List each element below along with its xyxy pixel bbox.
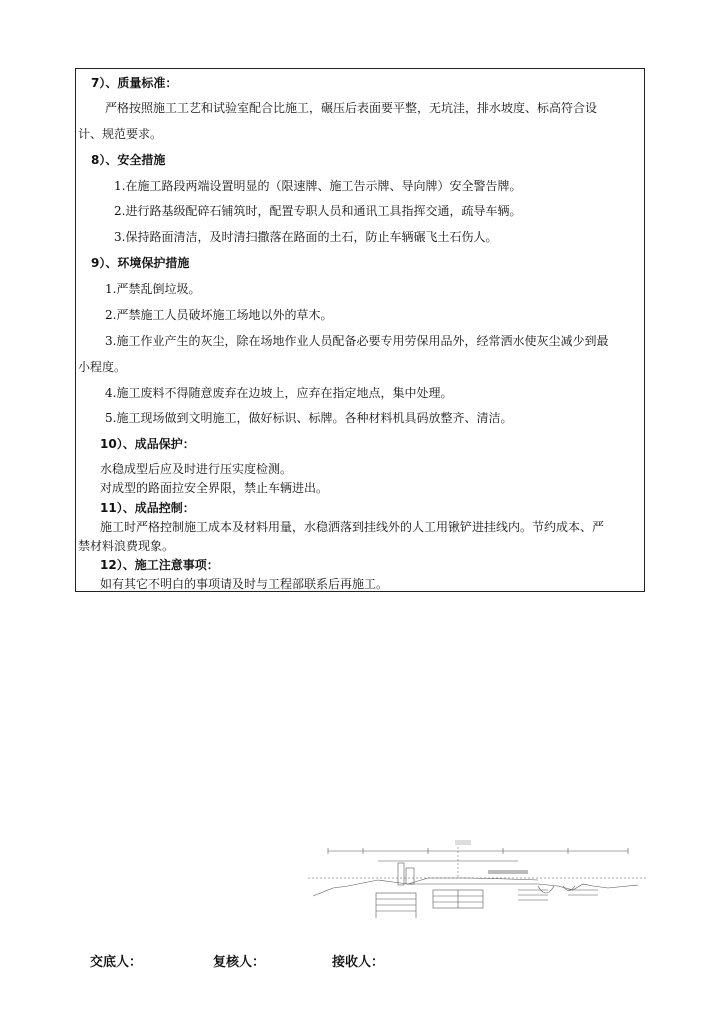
environment-heading: 9）、环境保护措施 (91, 256, 190, 270)
protection-heading: 10）、成品保护： (100, 437, 195, 451)
control-heading: 11）、成品控制： (100, 501, 195, 515)
reviewer-label: 复核人： (213, 955, 266, 970)
quality-line-1: 严格按照施工工艺和试验室配合比施工，碾压后表面要平整，无坑洼，排水坡度、标高符合设 (105, 101, 598, 115)
protection-line-1: 水稳成型后应及时进行压实度检测。 (100, 462, 293, 476)
receiver-label: 接收人： (332, 955, 385, 970)
environment-item-3: 3.施工作业产生的灰尘，除在场地作业人员配备必要专用劳保用品外，经常洒水使灰尘减少到最 (105, 334, 609, 348)
notes-line-1: 如有其它不明白的事项请及时与工程部联系后再施工。 (100, 577, 389, 591)
quality-line-2: 计、规范要求。 (78, 127, 163, 141)
safety-item-3: 3.保持路面清洁，及时清扫撒落在路面的土石，防止车辆碾飞土石伤人。 (114, 230, 498, 244)
technical-disclosure-table (75, 68, 645, 592)
environment-item-5: 5.施工现场做到文明施工，做好标识、标牌。各种材料机具码放整齐、清洁。 (105, 411, 513, 425)
environment-item-1: 1.严禁乱倒垃圾。 (105, 282, 201, 296)
environment-item-4: 4.施工废料不得随意废弃在边坡上，应弃在指定地点，集中处理。 (105, 386, 453, 400)
environment-item-2: 2.严禁施工人员破坏施工场地以外的草木。 (105, 308, 333, 322)
control-line-1: 施工时严格控制施工成本及材料用量，水稳洒落到挂线外的人工用锹铲进挂线内。节约成本、严 (100, 520, 605, 534)
notes-heading: 12）、施工注意事项： (100, 558, 219, 572)
quality-heading: 7）、质量标准： (91, 76, 178, 90)
protection-line-2: 对成型的路面拉安全界限，禁止车辆进出。 (100, 481, 329, 495)
safety-heading: 8）、安全措施 (91, 153, 166, 167)
safety-item-1: 1.在施工路段两端设置明显的（限速牌、施工告示牌、导向牌）安全警告牌。 (114, 179, 522, 193)
safety-item-2: 2.进行路基级配碎石铺筑时，配置专职人员和通讯工具指挥交通，疏导车辆。 (114, 204, 522, 218)
handover-person-label: 交底人： (90, 955, 143, 970)
control-line-2: 禁材料浪费现象。 (78, 539, 175, 553)
environment-item-3-cont: 小程度。 (78, 360, 127, 374)
road-cross-section-drawing (308, 838, 648, 918)
